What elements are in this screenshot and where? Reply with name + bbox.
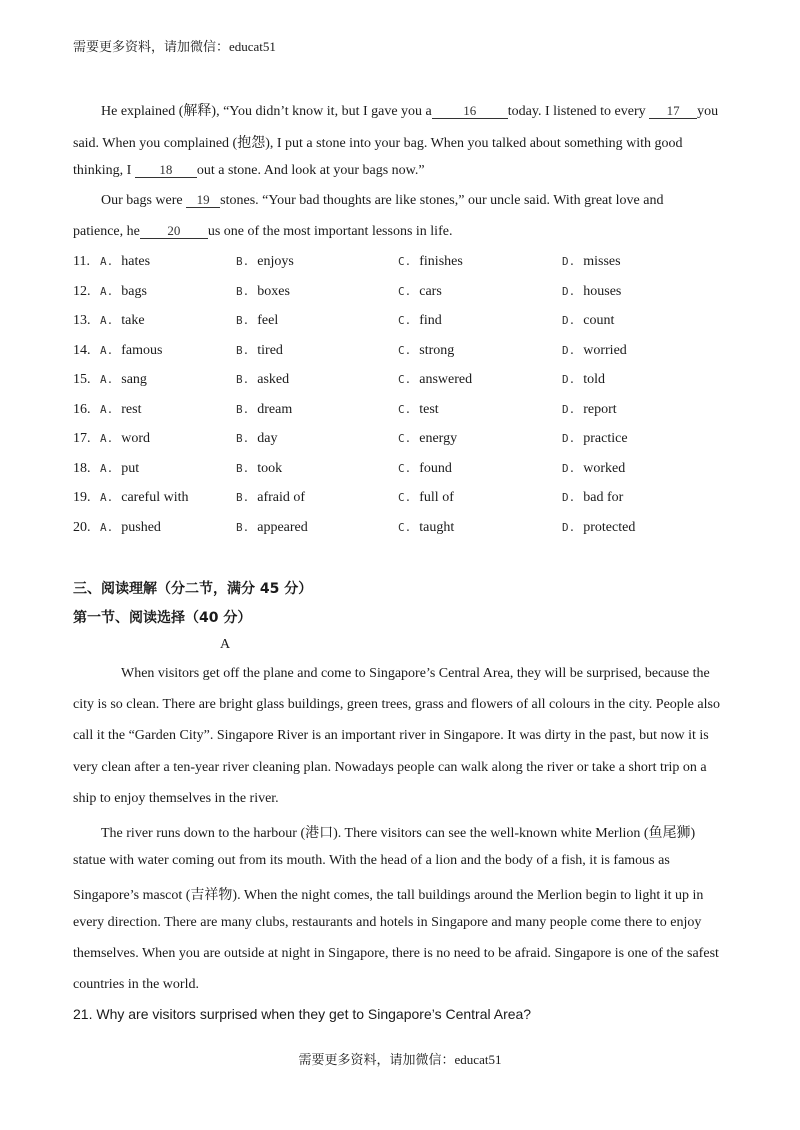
option-letter: B. [236, 373, 250, 386]
passage-line: city is so clean. There are bright glass buildings, green trees, grass and flowers of all colours in the city. People also [73, 697, 720, 712]
option-text: told [583, 372, 606, 387]
option-letter: D. [562, 373, 576, 386]
option-letter: A. [100, 461, 114, 475]
blank-16: 16 [432, 104, 508, 119]
cloze-line-1 [73, 100, 761, 120]
question-number: 16. [73, 401, 91, 417]
blank-18: 18 [135, 163, 197, 178]
option-text: bags [121, 283, 147, 299]
option-letter: C. [398, 461, 412, 475]
answer-option [100, 402, 141, 418]
cloze-line-4 [73, 193, 761, 209]
subsection-title: 第一节、阅读选择（40 分） [73, 610, 252, 626]
question-number: 15. [73, 372, 91, 387]
answer-option [398, 313, 442, 329]
option-letter: D. [562, 314, 576, 327]
answer-option [562, 520, 635, 536]
option-letter: D. [562, 255, 576, 268]
question-number: 11. [73, 254, 90, 269]
option-letter: B. [236, 284, 250, 298]
question-number: 18. [73, 460, 91, 476]
option-text: protected [583, 519, 636, 535]
option-text: feel [257, 313, 279, 328]
option-text: practice [583, 431, 628, 446]
option-text: enjoys [257, 254, 294, 269]
option-letter: A. [100, 314, 114, 327]
option-text: take [121, 313, 145, 328]
answer-option [398, 461, 452, 477]
question-number: 14. [73, 342, 91, 358]
option-text: finishes [419, 254, 463, 269]
answer-option [398, 402, 439, 418]
option-text: hates [121, 254, 151, 269]
option-letter: D. [562, 432, 576, 445]
question-number: 12. [73, 283, 91, 299]
option-text: report [583, 401, 617, 417]
option-text: worked [583, 460, 626, 476]
answer-option [562, 313, 614, 329]
passage-line: Singapore’s mascot (吉祥物). When the night comes, the tall buildings around the Merlion begin to light it up in [73, 888, 704, 903]
option-letter: D. [562, 520, 576, 534]
option-letter: C. [398, 373, 412, 386]
option-text: tired [257, 342, 283, 358]
answer-option [236, 284, 290, 300]
option-text: taught [419, 519, 455, 535]
cloze-text: He explained (解释), “You didn’t know it, but I gave you a [101, 104, 432, 119]
answer-option [562, 461, 625, 477]
option-letter: C. [398, 520, 412, 534]
answer-option [236, 490, 305, 506]
answer-option [100, 520, 161, 536]
page-footer: 需要更多资料，请加微信：educat51 [298, 1052, 502, 1067]
answer-option [100, 461, 139, 477]
option-text: bad for [583, 490, 624, 505]
option-text: dream [257, 401, 293, 417]
answer-option [398, 372, 472, 388]
passage-line: ship to enjoy themselves in the river. [73, 791, 279, 806]
answer-option [100, 313, 145, 329]
cloze-text: us one of the most important lessons in life. [207, 224, 453, 239]
answer-option [562, 431, 628, 447]
answer-option [100, 284, 147, 300]
answer-option [398, 254, 463, 270]
cloze-line-5 [73, 224, 733, 240]
answer-option [100, 431, 150, 447]
option-letter: B. [236, 255, 250, 268]
option-letter: D. [562, 402, 576, 416]
cloze-text: patience, he [73, 224, 140, 239]
cloze-line-3 [73, 163, 733, 179]
passage-line: The river runs down to the harbour (港口). There visitors can see the well-known white Merlion (鱼尾狮) [101, 826, 696, 841]
answer-option [398, 343, 454, 359]
answer-option [236, 343, 283, 359]
option-text: strong [419, 342, 455, 358]
passage-line: call it the “Garden City”. Singapore River is an important river in Singapore. It was dirty in the past, but now it is [73, 728, 709, 743]
question-number: 13. [73, 313, 91, 328]
option-letter: D. [562, 461, 576, 475]
blank-17: 17 [649, 104, 697, 119]
answer-option [236, 402, 292, 418]
answer-option [398, 520, 454, 536]
option-text: word [121, 431, 151, 446]
option-letter: D. [562, 491, 576, 504]
option-letter: B. [236, 343, 250, 357]
option-letter: A. [100, 343, 114, 357]
option-text: answered [419, 372, 473, 387]
question-number: 19. [73, 490, 91, 505]
option-letter: A. [100, 491, 114, 504]
cloze-text: stones. “Your bad thoughts are like stones,” our uncle said. With great love and [220, 193, 664, 208]
answer-option [236, 254, 294, 270]
passage-label: A [220, 637, 231, 652]
option-letter: A. [100, 520, 114, 534]
option-letter: A. [100, 255, 114, 268]
option-text: asked [257, 372, 290, 387]
option-letter: C. [398, 314, 412, 327]
answer-option [100, 254, 150, 270]
option-letter: C. [398, 402, 412, 416]
question-number: 20. [73, 519, 91, 535]
option-text: famous [121, 342, 163, 358]
cloze-text: out a stone. And look at your bags now.” [196, 163, 425, 178]
passage-line: very clean after a ten-year river cleaning plan. Nowadays people can walk along the river or take a short trip on a [73, 760, 707, 775]
option-text: count [583, 313, 615, 328]
passage-line: statue with water coming out from its mouth. With the head of a lion and the body of a fish, it is famous as [73, 853, 670, 868]
answer-option [562, 284, 621, 300]
answer-option [100, 490, 189, 506]
option-text: find [419, 313, 442, 328]
blank-20: 20 [140, 224, 208, 239]
option-text: rest [121, 401, 142, 417]
option-text: found [419, 460, 452, 476]
passage-line: When visitors get off the plane and come to Singapore’s Central Area, they will be surprised, because the [121, 666, 710, 681]
blank-19: 19 [186, 193, 220, 208]
option-text: sang [121, 372, 147, 387]
answer-option [562, 490, 623, 506]
option-text: full of [419, 490, 454, 505]
answer-option [100, 343, 162, 359]
answer-option [398, 284, 442, 300]
option-text: took [257, 460, 283, 476]
option-text: appeared [257, 519, 308, 535]
section-title: 三、阅读理解（分二节，满分 45 分） [73, 581, 313, 597]
option-text: pushed [121, 519, 161, 535]
answer-option [398, 490, 454, 506]
answer-option [236, 372, 289, 388]
option-letter: B. [236, 402, 250, 416]
option-text: misses [583, 254, 621, 269]
passage-line: every direction. There are many clubs, restaurants and hotels in Singapore and many people come there to enjoy [73, 915, 702, 930]
answer-option [398, 431, 457, 447]
option-text: put [121, 460, 140, 476]
option-letter: D. [562, 343, 576, 357]
option-text: afraid of [257, 490, 306, 505]
page-header: 需要更多资料，请加微信：educat51 [73, 39, 276, 54]
answer-option [562, 254, 621, 270]
option-text: worried [583, 342, 627, 358]
option-letter: B. [236, 491, 250, 504]
cloze-line-2 [73, 132, 733, 152]
passage-line: themselves. When you are outside at night in Singapore, there is no need to be afraid. Singapore is one of the safest [73, 946, 719, 961]
option-letter: C. [398, 343, 412, 357]
option-letter: B. [236, 314, 250, 327]
question-number: 17. [73, 431, 91, 446]
cloze-text: thinking, I [73, 163, 135, 178]
answer-option [236, 431, 277, 447]
cloze-text: Our bags were [101, 193, 187, 208]
cloze-text: said. When you complained (抱怨), I put a stone into your bag. When you talked about something with good [73, 136, 683, 151]
option-letter: A. [100, 284, 114, 298]
option-letter: C. [398, 491, 412, 504]
option-letter: C. [398, 255, 412, 268]
answer-option [562, 372, 605, 388]
option-letter: A. [100, 432, 114, 445]
answer-option [100, 372, 147, 388]
option-text: houses [583, 283, 622, 299]
option-text: careful with [121, 490, 189, 505]
passage-line: countries in the world. [73, 977, 199, 992]
answer-option [236, 520, 308, 536]
option-letter: C. [398, 284, 412, 298]
answer-option [236, 461, 282, 477]
option-letter: A. [100, 373, 114, 386]
option-letter: A. [100, 402, 114, 416]
option-text: day [257, 431, 278, 446]
option-text: cars [419, 283, 442, 299]
option-letter: B. [236, 432, 250, 445]
option-letter: D. [562, 284, 576, 298]
cloze-text: you [697, 104, 719, 119]
option-letter: C. [398, 432, 412, 445]
cloze-text: today. I listened to every [507, 104, 650, 119]
option-letter: B. [236, 520, 250, 534]
option-text: boxes [257, 283, 290, 299]
answer-option [236, 313, 278, 329]
option-text: test [419, 401, 439, 417]
option-text: energy [419, 431, 458, 446]
option-letter: B. [236, 461, 250, 475]
question-21: 21. Why are visitors surprised when they get to Singapore’s Central Area? [73, 1006, 532, 1022]
answer-option [562, 343, 627, 359]
answer-option [562, 402, 617, 418]
